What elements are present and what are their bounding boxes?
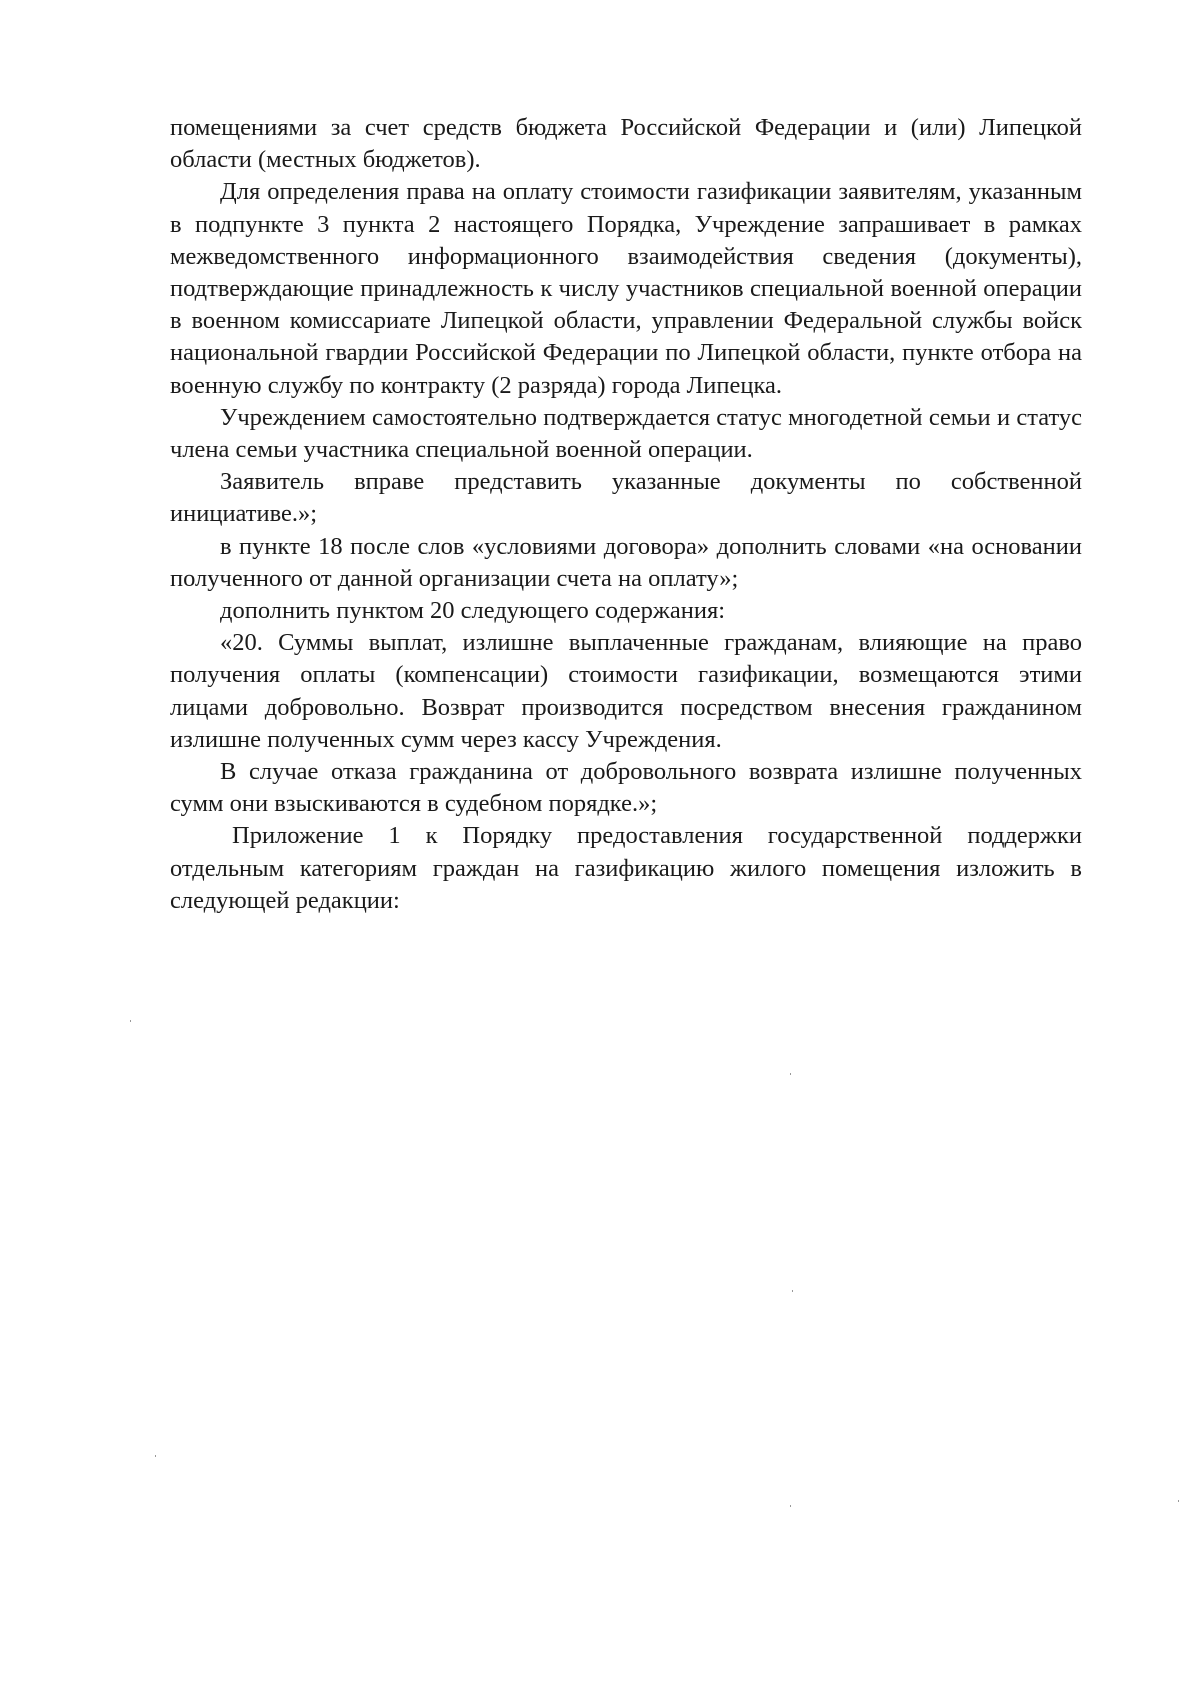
paragraph-status-confirmation: Учреждением самостоятельно подтверждается статус многодетной семьи и статус члена семьи участника специальной военной операции.	[170, 403, 1082, 464]
document-body	[170, 112, 1082, 917]
scan-speck	[792, 1290, 793, 1292]
paragraph-applicant-right: Заявитель вправе представить указанные документы по собственной инициативе.»;	[170, 468, 1082, 528]
scan-speck	[790, 1505, 791, 1507]
paragraph-point-20-text: «20. Суммы выплат, излишне выплаченные гражданам, влияющие на право получения оплаты (компенсации) стоимости газификации, возмещаются этими лицами добровольно. Возврат производится посредством внесения гражданином излишне полученных сумм через кассу Учреждения.	[170, 629, 1082, 753]
scan-speck	[1178, 1500, 1179, 1502]
paragraph-appendix-1: Приложение 1 к Порядку предоставления государственной поддержки отдельным категориям граждан на газификацию жилого помещения изложить в следующей редакции:	[170, 822, 1082, 914]
paragraph-continuation: помещениями за счет средств бюджета Российской Федерации и (или) Липецкой области (местных бюджетов).	[170, 114, 1082, 174]
paragraph-court-recovery: В случае отказа гражданина от добровольного возврата излишне полученных сумм они взыскиваются в судебном порядке.»;	[170, 758, 1082, 818]
scan-speck	[155, 1455, 156, 1457]
paragraph-add-point-20: дополнить пунктом 20 следующего содержания:	[220, 597, 726, 625]
paragraph-eligibility-verification: Для определения права на оплату стоимости газификации заявителям, указанным в подпункте 3 пункта 2 настоящего Порядка, Учреждение запрашивает в рамках межведомственного информационного взаимодействия сведения (документы), подтверждающие принадлежность к числу участников специальной военной операции в военном комиссариате Липецкой области, управлении Федеральной службы войск национальной гвардии Российской Федерации по Липецкой области, пункте отбора на военную службу по контракту (2 разряда) города Липецка.	[170, 178, 1082, 399]
paragraph-point-18-amendment: в пункте 18 после слов «условиями договора» дополнить словами «на основании полученного от данной организации счета на оплату»;	[170, 532, 1082, 592]
scan-speck	[790, 1073, 791, 1075]
scan-speck	[130, 1020, 131, 1022]
